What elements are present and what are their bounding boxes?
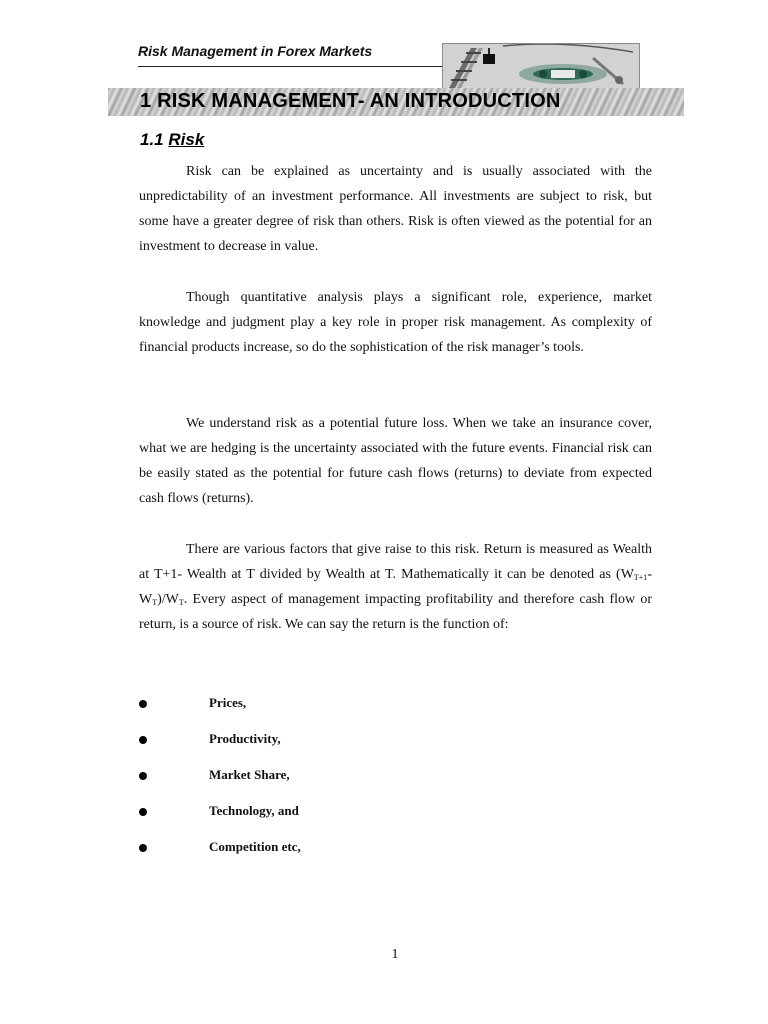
list-item-label: Prices, xyxy=(209,695,247,710)
running-header: Risk Management in Forex Markets xyxy=(138,43,373,59)
formula-subscript-t2: T xyxy=(178,598,184,607)
formula-closing-text: . Every aspect of management impacting profitability and therefore cash flow or return, is a source of risk. We can say the return is the function of: xyxy=(139,592,652,632)
list-item-label: Technology, and xyxy=(209,803,299,818)
formula-divide-w: )/W xyxy=(157,592,179,607)
list-item-label: Market Share, xyxy=(209,767,290,782)
paragraph-risk-definition: Risk can be explained as uncertainty and is usually associated with the unpredictability of an investment performance. All investments are subject to risk, but some have a greater degree of risk than others. Risk is often viewed as the potential for an investment to decrease in value. xyxy=(139,164,652,254)
bullet-dot-icon xyxy=(139,772,147,780)
formula-intro-text: There are various factors that give raise to this risk. Return is measured as Wealth at T+1- Wealth at T divided by Wealth at T. Mathematically it can be denoted as (W xyxy=(139,542,652,582)
bullet-dot-icon xyxy=(139,844,147,852)
paragraph-return-formula xyxy=(139,537,652,637)
section-number: 1.1 xyxy=(140,130,164,149)
section-title: Risk xyxy=(168,130,205,149)
paragraph-future-loss: We understand risk as a potential future loss. When we take an insurance cover, what we are hedging is the uncertainty associated with the future events. Financial risk can be easily stated as the potential for future cash flows (returns) to deviate from expected cash flows (returns). xyxy=(139,416,652,506)
bullet-dot-icon xyxy=(139,736,147,744)
bullet-dot-icon xyxy=(139,808,147,816)
page-number: 1 xyxy=(391,947,399,962)
list-item xyxy=(0,767,400,792)
list-item xyxy=(0,695,400,720)
list-item-label: Productivity, xyxy=(209,731,281,746)
formula-minus-w: -W xyxy=(139,567,652,607)
section-heading xyxy=(140,130,204,150)
logo-graphic xyxy=(443,44,639,88)
chapter-title: 1 RISK MANAGEMENT- AN INTRODUCTION xyxy=(140,90,561,112)
list-item xyxy=(0,839,400,864)
formula-subscript-t: T xyxy=(152,598,158,607)
formula-subscript-t1: T+1 xyxy=(633,573,648,582)
list-item-label: Competition etc, xyxy=(209,839,301,854)
forex-trading-logo-icon xyxy=(442,43,640,89)
list-item xyxy=(0,731,400,756)
list-item xyxy=(0,803,400,828)
header-rule xyxy=(138,66,442,67)
paragraph-quantitative-analysis: Though quantitative analysis plays a significant role, experience, market knowledge and judgment play a key role in proper risk management. As complexity of financial products increase, so do the sophistication of the risk manager’s tools. xyxy=(139,290,652,355)
bullet-dot-icon xyxy=(139,700,147,708)
